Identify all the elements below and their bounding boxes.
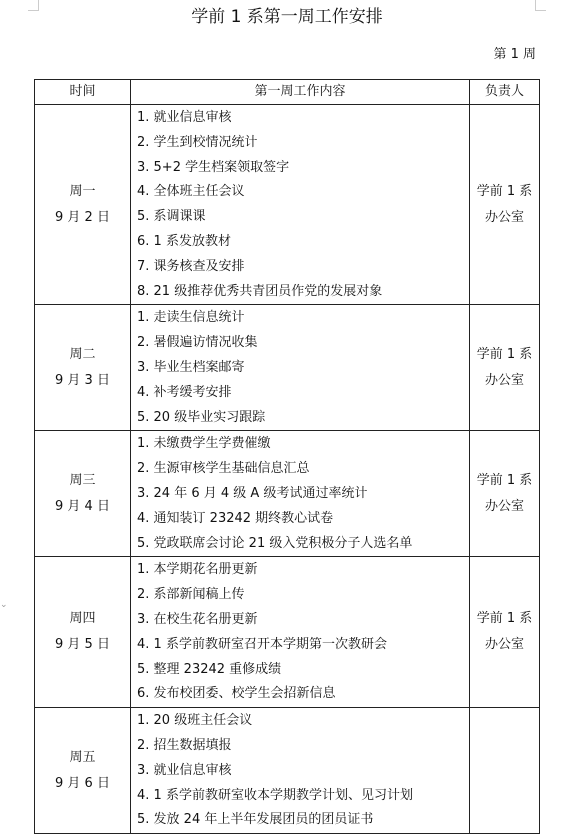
- task-item: 1. 就业信息审核: [137, 110, 232, 125]
- header-owner: 负责人: [470, 80, 540, 105]
- table-row: [35, 305, 540, 431]
- owner-cell: [470, 557, 540, 708]
- weekday-label: 周一: [69, 183, 96, 199]
- weekday-label: 周五: [69, 749, 96, 765]
- tasks-cell: [131, 708, 470, 834]
- task-item: 2. 暑假遍访情况收集: [137, 335, 258, 351]
- weekday-label: 周二: [69, 346, 96, 362]
- task-item: 4. 1 系学前教研室收本学期教学计划、见习计划: [137, 787, 413, 803]
- tasks-cell: [131, 557, 470, 708]
- task-item: 3. 毕业生档案邮寄: [137, 359, 245, 375]
- task-item: 3. 24 年 6 月 4 级 A 级考试通过率统计: [137, 485, 368, 501]
- day-cell: [35, 305, 131, 431]
- task-item: 5. 党政联席会讨论 21 级入党积极分子人选名单: [137, 535, 413, 551]
- schedule-table: [34, 79, 540, 834]
- task-item: 1. 20 级班主任会议: [137, 713, 253, 729]
- weekday-label: 周三: [69, 472, 96, 488]
- date-label: 9 月 2 日: [55, 209, 110, 225]
- owner-line: 学前 1 系: [476, 611, 533, 627]
- task-item: 1. 本学期花名册更新: [137, 562, 258, 578]
- task-item: 4. 补考缓考安排: [137, 384, 232, 400]
- task-item: 2. 学生到校情况统计: [137, 134, 258, 150]
- date-label: 9 月 5 日: [55, 637, 110, 653]
- day-cell: [35, 557, 131, 708]
- header-content: 第一周工作内容: [131, 80, 470, 105]
- day-cell: [35, 708, 131, 834]
- task-item: 4. 通知装订 23242 期终教心试卷: [137, 510, 334, 526]
- task-item: 5. 20 级毕业实习跟踪: [137, 409, 266, 425]
- owner-line: 办公室: [484, 637, 524, 653]
- owner-cell: [470, 305, 540, 431]
- owner-line: 学前 1 系: [476, 183, 533, 199]
- tasks-cell: [131, 305, 470, 431]
- owner-cell: [470, 105, 540, 305]
- task-item: 1. 走读生信息统计: [137, 310, 245, 326]
- owner-cell: [470, 708, 540, 834]
- task-item: 4. 1 系学前教研室召开本学期第一次教研会: [137, 636, 387, 652]
- task-item: 5. 发放 24 年上半年发展团员的团员证书: [137, 812, 374, 828]
- task-item: 3. 在校生花名册更新: [137, 611, 258, 627]
- weekday-label: 周四: [69, 611, 96, 627]
- task-item: 1. 未缴费学生学费催缴: [137, 436, 271, 452]
- table-row: [35, 557, 540, 708]
- task-item: 5. 系调课课: [137, 209, 206, 225]
- task-item: 2. 生源审核学生基础信息汇总: [137, 461, 310, 477]
- document-title: 学前 1 系第一周工作安排: [191, 7, 383, 27]
- task-item: 7. 课务核查及安排: [137, 258, 245, 274]
- day-cell: [35, 431, 131, 557]
- owner-line: 办公室: [484, 372, 524, 388]
- collapse-chevron-icon[interactable]: ⌄: [0, 600, 8, 610]
- task-item: 6. 1 系发放教材: [137, 233, 231, 249]
- task-item: 2. 系部新闻稿上传: [137, 587, 245, 603]
- date-label: 9 月 6 日: [55, 775, 110, 791]
- task-item: 8. 21 级推荐优秀共青团员作党的发展对象: [137, 283, 383, 299]
- tasks-cell: [131, 431, 470, 557]
- owner-cell: [470, 431, 540, 557]
- task-item: 6. 发布校团委、校学生会招新信息: [137, 686, 336, 702]
- header-time: 时间: [35, 80, 131, 105]
- owner-line: 办公室: [484, 498, 524, 514]
- table-row: [35, 105, 540, 305]
- owner-line: 办公室: [484, 209, 524, 225]
- week-number: 第 1 周: [493, 47, 536, 62]
- table-row: [35, 708, 540, 834]
- owner-line: 学前 1 系: [476, 472, 533, 488]
- task-item: 5. 整理 23242 重修成绩: [137, 661, 282, 677]
- day-cell: [35, 105, 131, 305]
- table-row: [35, 431, 540, 557]
- date-label: 9 月 3 日: [55, 372, 110, 388]
- task-item: 2. 招生数据填报: [137, 737, 232, 753]
- owner-line: 学前 1 系: [476, 346, 533, 362]
- task-item: 4. 全体班主任会议: [137, 184, 245, 200]
- tasks-cell: [131, 105, 470, 305]
- task-item: 3. 5+2 学生档案领取签字: [137, 159, 290, 175]
- table-header-row: [35, 80, 540, 105]
- task-item: 3. 就业信息审核: [137, 762, 232, 778]
- date-label: 9 月 4 日: [55, 498, 110, 514]
